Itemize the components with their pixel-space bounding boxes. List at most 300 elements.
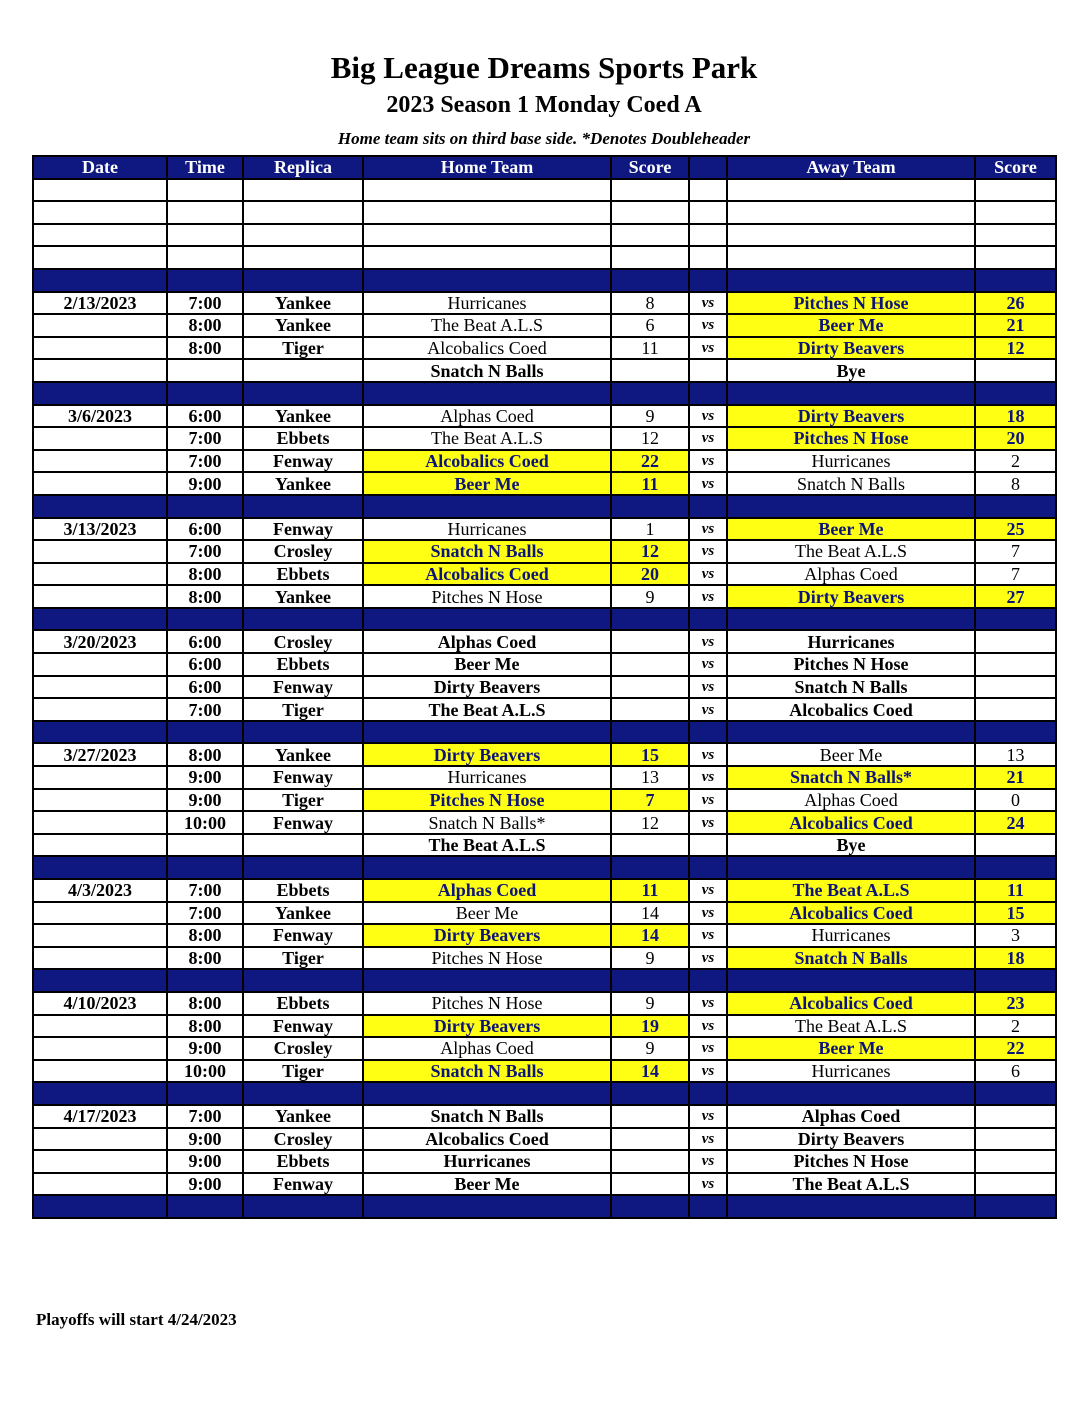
empty-cell bbox=[167, 224, 243, 247]
empty-cell bbox=[975, 201, 1056, 224]
empty-cell bbox=[33, 201, 167, 224]
game-replica: Yankee bbox=[243, 405, 363, 428]
empty-cell bbox=[727, 608, 975, 631]
game-time: 9:00 bbox=[167, 1173, 243, 1196]
game-time: 7:00 bbox=[167, 540, 243, 563]
home-score: 12 bbox=[611, 540, 689, 563]
empty-cell bbox=[689, 1195, 727, 1218]
empty-cell bbox=[33, 179, 167, 202]
empty-cell bbox=[689, 179, 727, 202]
away-team: Pitches N Hose bbox=[727, 653, 975, 676]
game-replica: Crosley bbox=[243, 630, 363, 653]
empty-cell bbox=[611, 269, 689, 292]
blank-row bbox=[33, 201, 1056, 224]
away-team: Snatch N Balls* bbox=[727, 766, 975, 789]
empty-cell bbox=[243, 179, 363, 202]
empty-cell bbox=[33, 382, 167, 405]
bye-team: The Beat A.L.S bbox=[363, 834, 611, 857]
game-time: 8:00 bbox=[167, 314, 243, 337]
page-note: Home team sits on third base side. *Denotes Doubleheader bbox=[337, 129, 751, 148]
game-row bbox=[33, 337, 1056, 360]
home-score: 14 bbox=[611, 1060, 689, 1083]
home-team: Alcobalics Coed bbox=[363, 1128, 611, 1151]
vs-label: vs bbox=[689, 450, 727, 473]
empty-cell bbox=[975, 856, 1056, 879]
game-row bbox=[33, 1150, 1056, 1173]
empty-cell bbox=[33, 1195, 167, 1218]
vs-label bbox=[689, 834, 727, 857]
away-score bbox=[975, 676, 1056, 699]
week-separator bbox=[33, 856, 1056, 879]
game-replica: Yankee bbox=[243, 585, 363, 608]
game-time: 6:00 bbox=[167, 518, 243, 541]
game-replica: Ebbets bbox=[243, 563, 363, 586]
vs-label: vs bbox=[689, 676, 727, 699]
empty-cell bbox=[363, 1082, 611, 1105]
game-date bbox=[33, 427, 167, 450]
home-team: Alphas Coed bbox=[363, 879, 611, 902]
game-row bbox=[33, 630, 1056, 653]
empty-cell bbox=[975, 382, 1056, 405]
away-team: Alcobalics Coed bbox=[727, 698, 975, 721]
empty-cell bbox=[975, 224, 1056, 247]
game-time: 10:00 bbox=[167, 811, 243, 834]
game-row bbox=[33, 405, 1056, 428]
vs-label: vs bbox=[689, 518, 727, 541]
away-team: Beer Me bbox=[727, 1037, 975, 1060]
game-row bbox=[33, 1105, 1056, 1128]
empty-cell bbox=[363, 495, 611, 518]
home-team: Snatch N Balls* bbox=[363, 811, 611, 834]
home-score: 11 bbox=[611, 472, 689, 495]
vs-label: vs bbox=[689, 924, 727, 947]
vs-label: vs bbox=[689, 1037, 727, 1060]
empty-cell bbox=[727, 856, 975, 879]
vs-label bbox=[689, 359, 727, 382]
empty-cell bbox=[727, 1195, 975, 1218]
week-separator bbox=[33, 495, 1056, 518]
away-team: Hurricanes bbox=[727, 1060, 975, 1083]
empty-cell bbox=[611, 495, 689, 518]
game-time: 7:00 bbox=[167, 698, 243, 721]
empty-cell bbox=[243, 1195, 363, 1218]
vs-label: vs bbox=[689, 472, 727, 495]
home-team: Hurricanes bbox=[363, 292, 611, 315]
vs-label: vs bbox=[689, 1105, 727, 1128]
home-team: Dirty Beavers bbox=[363, 924, 611, 947]
vs-label: vs bbox=[689, 1150, 727, 1173]
home-score: 22 bbox=[611, 450, 689, 473]
empty-cell bbox=[611, 179, 689, 202]
game-time: 6:00 bbox=[167, 630, 243, 653]
game-time: 9:00 bbox=[167, 1128, 243, 1151]
empty-cell bbox=[727, 495, 975, 518]
empty-cell bbox=[727, 269, 975, 292]
home-score: 14 bbox=[611, 902, 689, 925]
vs-label: vs bbox=[689, 585, 727, 608]
col-away-score: Score bbox=[975, 156, 1056, 179]
week-separator bbox=[33, 721, 1056, 744]
empty-cell bbox=[727, 179, 975, 202]
home-team: Dirty Beavers bbox=[363, 1015, 611, 1038]
game-replica: Crosley bbox=[243, 540, 363, 563]
away-score: 7 bbox=[975, 540, 1056, 563]
home-team: Beer Me bbox=[363, 1173, 611, 1196]
empty-cell bbox=[167, 246, 243, 269]
game-time: 7:00 bbox=[167, 292, 243, 315]
empty-cell bbox=[689, 495, 727, 518]
empty-cell bbox=[975, 179, 1056, 202]
game-replica bbox=[243, 359, 363, 382]
vs-label: vs bbox=[689, 1015, 727, 1038]
away-team: Dirty Beavers bbox=[727, 1128, 975, 1151]
home-score: 13 bbox=[611, 766, 689, 789]
away-score: 7 bbox=[975, 563, 1056, 586]
empty-cell bbox=[611, 969, 689, 992]
blank-row bbox=[33, 224, 1056, 247]
away-team: Beer Me bbox=[727, 314, 975, 337]
game-replica: Fenway bbox=[243, 518, 363, 541]
schedule-body bbox=[33, 179, 1056, 1218]
game-row bbox=[33, 676, 1056, 699]
away-team: The Beat A.L.S bbox=[727, 1015, 975, 1038]
empty-cell bbox=[33, 856, 167, 879]
empty-cell bbox=[363, 201, 611, 224]
game-row bbox=[33, 1173, 1056, 1196]
game-replica: Ebbets bbox=[243, 1150, 363, 1173]
empty-cell bbox=[33, 721, 167, 744]
game-date bbox=[33, 563, 167, 586]
away-team: The Beat A.L.S bbox=[727, 879, 975, 902]
away-team: Snatch N Balls bbox=[727, 947, 975, 970]
game-date bbox=[33, 1060, 167, 1083]
home-score: 9 bbox=[611, 947, 689, 970]
game-replica: Tiger bbox=[243, 337, 363, 360]
game-row bbox=[33, 902, 1056, 925]
home-team: Alphas Coed bbox=[363, 630, 611, 653]
vs-label: vs bbox=[689, 879, 727, 902]
away-score: 3 bbox=[975, 924, 1056, 947]
away-team: Alcobalics Coed bbox=[727, 902, 975, 925]
empty-cell bbox=[363, 224, 611, 247]
empty-cell bbox=[975, 608, 1056, 631]
home-score: 19 bbox=[611, 1015, 689, 1038]
home-team: Snatch N Balls bbox=[363, 540, 611, 563]
away-score bbox=[975, 1173, 1056, 1196]
game-row bbox=[33, 1037, 1056, 1060]
game-time: 8:00 bbox=[167, 563, 243, 586]
away-team: Dirty Beavers bbox=[727, 405, 975, 428]
game-replica: Yankee bbox=[243, 902, 363, 925]
home-team: Pitches N Hose bbox=[363, 585, 611, 608]
game-date bbox=[33, 472, 167, 495]
home-team: Hurricanes bbox=[363, 518, 611, 541]
home-score: 7 bbox=[611, 789, 689, 812]
game-date bbox=[33, 337, 167, 360]
game-replica: Yankee bbox=[243, 314, 363, 337]
empty-cell bbox=[727, 246, 975, 269]
away-score: 8 bbox=[975, 472, 1056, 495]
blank-row bbox=[33, 246, 1056, 269]
away-score bbox=[975, 1150, 1056, 1173]
game-date: 4/10/2023 bbox=[33, 992, 167, 1015]
bye-row bbox=[33, 359, 1056, 382]
game-replica: Fenway bbox=[243, 924, 363, 947]
game-date bbox=[33, 359, 167, 382]
away-score: 25 bbox=[975, 518, 1056, 541]
away-team: Dirty Beavers bbox=[727, 337, 975, 360]
game-date bbox=[33, 540, 167, 563]
col-vs bbox=[689, 156, 727, 179]
empty-cell bbox=[243, 246, 363, 269]
vs-label: vs bbox=[689, 698, 727, 721]
empty-cell bbox=[689, 721, 727, 744]
empty-cell bbox=[33, 495, 167, 518]
empty-cell bbox=[611, 721, 689, 744]
home-score bbox=[611, 834, 689, 857]
empty-cell bbox=[33, 224, 167, 247]
bye-label: Bye bbox=[727, 359, 975, 382]
vs-label: vs bbox=[689, 902, 727, 925]
away-team: Alphas Coed bbox=[727, 1105, 975, 1128]
game-date bbox=[33, 1150, 167, 1173]
home-score: 8 bbox=[611, 292, 689, 315]
home-score: 12 bbox=[611, 811, 689, 834]
home-team: Hurricanes bbox=[363, 1150, 611, 1173]
game-date bbox=[33, 1015, 167, 1038]
game-date bbox=[33, 924, 167, 947]
week-separator bbox=[33, 1195, 1056, 1218]
home-score: 12 bbox=[611, 427, 689, 450]
empty-cell bbox=[611, 224, 689, 247]
game-date bbox=[33, 653, 167, 676]
game-row bbox=[33, 518, 1056, 541]
away-score: 12 bbox=[975, 337, 1056, 360]
game-date bbox=[33, 902, 167, 925]
empty-cell bbox=[727, 969, 975, 992]
game-row bbox=[33, 427, 1056, 450]
vs-label: vs bbox=[689, 811, 727, 834]
home-team: The Beat A.L.S bbox=[363, 314, 611, 337]
col-time: Time bbox=[167, 156, 243, 179]
game-date bbox=[33, 947, 167, 970]
empty-cell bbox=[363, 246, 611, 269]
empty-cell bbox=[727, 1082, 975, 1105]
away-team: Snatch N Balls bbox=[727, 472, 975, 495]
game-row bbox=[33, 789, 1056, 812]
empty-cell bbox=[167, 201, 243, 224]
game-date bbox=[33, 698, 167, 721]
empty-cell bbox=[243, 856, 363, 879]
empty-cell bbox=[975, 1082, 1056, 1105]
away-team: Alphas Coed bbox=[727, 789, 975, 812]
away-team: Hurricanes bbox=[727, 924, 975, 947]
game-replica: Yankee bbox=[243, 472, 363, 495]
away-score: 0 bbox=[975, 789, 1056, 812]
empty-cell bbox=[689, 969, 727, 992]
game-row bbox=[33, 292, 1056, 315]
home-team: Pitches N Hose bbox=[363, 947, 611, 970]
vs-label: vs bbox=[689, 743, 727, 766]
home-team: Dirty Beavers bbox=[363, 676, 611, 699]
away-score bbox=[975, 359, 1056, 382]
empty-cell bbox=[363, 969, 611, 992]
game-row bbox=[33, 743, 1056, 766]
game-row bbox=[33, 1128, 1056, 1151]
vs-label: vs bbox=[689, 314, 727, 337]
empty-cell bbox=[689, 201, 727, 224]
game-date bbox=[33, 1173, 167, 1196]
schedule-table bbox=[32, 155, 1057, 1219]
game-row bbox=[33, 698, 1056, 721]
vs-label: vs bbox=[689, 630, 727, 653]
home-score bbox=[611, 630, 689, 653]
game-replica bbox=[243, 834, 363, 857]
game-row bbox=[33, 585, 1056, 608]
away-score bbox=[975, 1128, 1056, 1151]
game-date bbox=[33, 1128, 167, 1151]
bye-team: Snatch N Balls bbox=[363, 359, 611, 382]
game-replica: Tiger bbox=[243, 1060, 363, 1083]
empty-cell bbox=[689, 856, 727, 879]
empty-cell bbox=[167, 382, 243, 405]
home-score: 6 bbox=[611, 314, 689, 337]
home-score: 9 bbox=[611, 1037, 689, 1060]
home-score: 15 bbox=[611, 743, 689, 766]
bye-label: Bye bbox=[727, 834, 975, 857]
empty-cell bbox=[975, 721, 1056, 744]
away-score: 11 bbox=[975, 879, 1056, 902]
empty-cell bbox=[975, 246, 1056, 269]
home-team: The Beat A.L.S bbox=[363, 427, 611, 450]
game-date: 3/20/2023 bbox=[33, 630, 167, 653]
away-score: 26 bbox=[975, 292, 1056, 315]
game-time: 8:00 bbox=[167, 947, 243, 970]
game-row bbox=[33, 540, 1056, 563]
vs-label: vs bbox=[689, 292, 727, 315]
game-replica: Ebbets bbox=[243, 427, 363, 450]
empty-cell bbox=[975, 969, 1056, 992]
game-date bbox=[33, 811, 167, 834]
col-home-team: Home Team bbox=[363, 156, 611, 179]
empty-cell bbox=[611, 201, 689, 224]
empty-cell bbox=[243, 969, 363, 992]
home-team: Alcobalics Coed bbox=[363, 337, 611, 360]
empty-cell bbox=[33, 246, 167, 269]
empty-cell bbox=[167, 269, 243, 292]
empty-cell bbox=[975, 495, 1056, 518]
game-time: 9:00 bbox=[167, 1037, 243, 1060]
home-score bbox=[611, 359, 689, 382]
empty-cell bbox=[363, 856, 611, 879]
game-replica: Fenway bbox=[243, 766, 363, 789]
home-score: 9 bbox=[611, 405, 689, 428]
home-team: Alphas Coed bbox=[363, 1037, 611, 1060]
home-team: Alphas Coed bbox=[363, 405, 611, 428]
empty-cell bbox=[727, 382, 975, 405]
home-score: 1 bbox=[611, 518, 689, 541]
game-time: 7:00 bbox=[167, 1105, 243, 1128]
vs-label: vs bbox=[689, 1060, 727, 1083]
empty-cell bbox=[243, 382, 363, 405]
vs-label: vs bbox=[689, 992, 727, 1015]
game-replica: Yankee bbox=[243, 743, 363, 766]
playoffs-note: Playoffs will start 4/24/2023 bbox=[36, 1310, 237, 1329]
game-time: 9:00 bbox=[167, 789, 243, 812]
empty-cell bbox=[33, 969, 167, 992]
game-replica: Fenway bbox=[243, 1173, 363, 1196]
empty-cell bbox=[689, 269, 727, 292]
empty-cell bbox=[167, 608, 243, 631]
empty-cell bbox=[167, 721, 243, 744]
empty-cell bbox=[243, 608, 363, 631]
week-separator bbox=[33, 382, 1056, 405]
vs-label: vs bbox=[689, 766, 727, 789]
away-team: Alcobalics Coed bbox=[727, 992, 975, 1015]
game-row bbox=[33, 1060, 1056, 1083]
empty-cell bbox=[363, 179, 611, 202]
game-replica: Crosley bbox=[243, 1037, 363, 1060]
empty-cell bbox=[33, 1082, 167, 1105]
home-score: 9 bbox=[611, 585, 689, 608]
game-replica: Yankee bbox=[243, 292, 363, 315]
away-team: Alcobalics Coed bbox=[727, 811, 975, 834]
vs-label: vs bbox=[689, 1128, 727, 1151]
away-score bbox=[975, 630, 1056, 653]
empty-cell bbox=[727, 721, 975, 744]
home-team: Pitches N Hose bbox=[363, 992, 611, 1015]
away-team: Pitches N Hose bbox=[727, 1150, 975, 1173]
away-score: 2 bbox=[975, 450, 1056, 473]
away-team: Beer Me bbox=[727, 743, 975, 766]
away-score: 21 bbox=[975, 314, 1056, 337]
home-score: 11 bbox=[611, 337, 689, 360]
game-time: 8:00 bbox=[167, 924, 243, 947]
home-team: Dirty Beavers bbox=[363, 743, 611, 766]
home-team: Alcobalics Coed bbox=[363, 450, 611, 473]
away-score: 27 bbox=[975, 585, 1056, 608]
game-time: 9:00 bbox=[167, 1150, 243, 1173]
home-team: Snatch N Balls bbox=[363, 1105, 611, 1128]
page-subtitle: 2023 Season 1 Monday Coed A bbox=[386, 92, 702, 118]
empty-cell bbox=[611, 246, 689, 269]
game-time: 6:00 bbox=[167, 405, 243, 428]
game-time: 7:00 bbox=[167, 427, 243, 450]
empty-cell bbox=[611, 608, 689, 631]
game-time: 7:00 bbox=[167, 450, 243, 473]
home-team: Beer Me bbox=[363, 472, 611, 495]
game-time bbox=[167, 359, 243, 382]
header-row bbox=[33, 156, 1056, 179]
empty-cell bbox=[611, 382, 689, 405]
vs-label: vs bbox=[689, 540, 727, 563]
game-date bbox=[33, 834, 167, 857]
game-time: 9:00 bbox=[167, 472, 243, 495]
empty-cell bbox=[727, 201, 975, 224]
home-score bbox=[611, 676, 689, 699]
game-row bbox=[33, 879, 1056, 902]
away-team: Hurricanes bbox=[727, 630, 975, 653]
empty-cell bbox=[243, 495, 363, 518]
away-team: Hurricanes bbox=[727, 450, 975, 473]
empty-cell bbox=[689, 382, 727, 405]
game-replica: Ebbets bbox=[243, 992, 363, 1015]
empty-cell bbox=[689, 1082, 727, 1105]
page-title: Big League Dreams Sports Park bbox=[330, 50, 758, 85]
game-date bbox=[33, 585, 167, 608]
away-team: The Beat A.L.S bbox=[727, 1173, 975, 1196]
game-row bbox=[33, 1015, 1056, 1038]
